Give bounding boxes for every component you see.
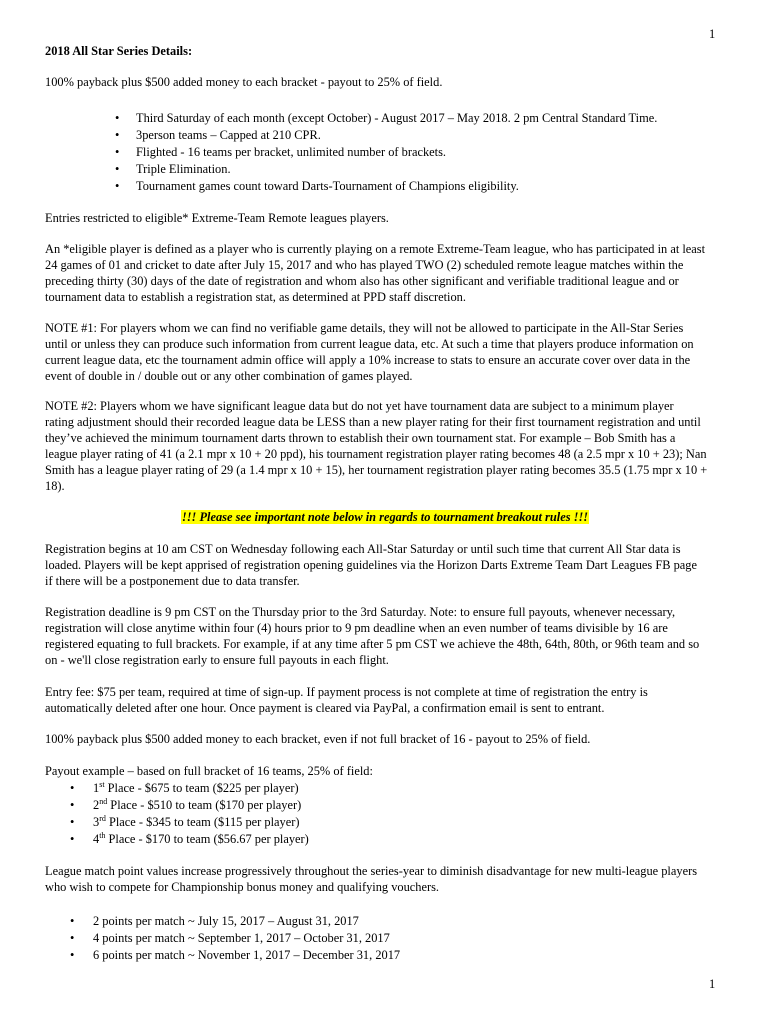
text-line: Registration deadline is 9 pm CST on the Thursday prior to the 3rd Saturday. Note: to ensure full payouts, whenever necessary, bbox=[45, 605, 676, 619]
text-line: registration will close anytime within four (4) hours prior to 9 pm deadline when an even number of teams divisible by 16 are bbox=[45, 621, 668, 635]
text-line: preceding thirty (30) days of the date of registration and whom also has other significant and verifiable traditional league and or bbox=[45, 274, 679, 288]
text-line: NOTE #1: For players whom we can find no verifiable game details, they will not be allowed to participate in the All-Star Series bbox=[45, 321, 684, 335]
bullet-icon: • bbox=[70, 798, 75, 812]
payout-heading: Payout example – based on full bracket of 16 teams, 25% of field: bbox=[45, 764, 373, 778]
bullet-icon: • bbox=[115, 145, 120, 159]
bullet-icon: • bbox=[70, 815, 75, 829]
text-line: until or unless they can produce such information from current league data, etc. At such a time that players produce information on bbox=[45, 337, 694, 351]
text-line: 18). bbox=[45, 479, 65, 493]
bullet-icon: • bbox=[70, 931, 75, 945]
bullet-icon: • bbox=[115, 179, 120, 193]
text-line: rating adjustment should their recorded league data be LESS than a new player rating for their first tournament registration and until bbox=[45, 415, 701, 429]
bullet-icon: • bbox=[70, 948, 75, 962]
bullet-icon: • bbox=[70, 832, 75, 846]
bullet-icon: • bbox=[115, 128, 120, 142]
payback-paragraph: 100% payback plus $500 added money to each bracket, even if not full bracket of 16 - payout to 25% of field. bbox=[45, 732, 591, 746]
text-line: event of double in / double out or any other combination of games played. bbox=[45, 369, 413, 383]
document-page: 1 2018 All Star Series Details: 100% payback plus $500 added money to each bracket - payout to 25% of field. • Third Saturday of each month (except October) - August 2017 – May 2018. 2 pm Central Standard Time. • 3person teams – Capped at 210 CPR. • Flighted - 16 teams per bracket, unlimited number of brackets. • Triple Elimination. • Tournament games count toward Darts-Tournament of Champions eligibility. Entries restricted to eligible* Extreme-Team Remote leagues players. An *eligible player is defined as a player who is currently playing on a remote Extreme-Team league, who has participated in at least 24 games of 01 and cricket to date after July 15, 2017 and who has played TWO (2) scheduled remote league matches within the preceding thirty (30) days of the date of registration and whom also has other significant and verifiable traditional league and or tournament data to establish a registration stat, as determined at PPD staff discretion. NOTE #1: For players whom we can find no verifiable game details, they will not be allowed to participate in the All-Star Series until or unless they can produce such information from current league data, etc. At such a time that players produce information on current league data, etc the tournament admin office will apply a 10% increase to stats to ensure an accurate cover over data in the event of double in / double out or any other combination of games played. NOTE #2: Players whom we have significant league data but do not yet have tournament data are subject to a minimum player rating adjustment should their recorded league data be LESS than a new player rating for their first tournament registration and until they’ve achieved the minimum tournament darts thrown to establish their own tournament stat. For example – Bob Smith has a league player rating of 41 (a 2.1 mpr x 10 + 20 ppd), his tournament registration player rating becomes 48 (a 2.5 mpr x 10 + 23); Nan Smith has a league player rating of 29 (a 1.4 mpr x 10 + 15), her tournament registration player rating becomes 35.5 (1.75 mpr x 10 + 18). !!! Please see important note below in regards to tournament breakout rules !!! Registration begins at 10 am CST on Wednesday following each All-Star Saturday or until such time that current All Star data is loaded. Players will be kept apprised of registration opening guidelines via the Horizon Darts Extreme Team Dart Leagues FB page if there will be a postponement due to data transfer. Registration deadline is 9 pm CST on the Thursday prior to the 3rd Saturday. Note: to ensure full payouts, whenever necessary, registration will close anytime within four (4) hours prior to 9 pm deadline when an even number of teams divisible by 16 are registered equating to full brackets. For example, if at any time after 5 pm CST we achieve the 48th, 64th, 80th, or 96th team and so on - we'll close registration early to ensure full payouts in each flight. Entry fee: $75 per team, required at time of sign-up. If payment process is not complete at time of registration the entry is automatically deleted after one hour. Once payment is cleared via PayPal, a confirmation email is sent to entrant. 100% payback plus $500 added money to each bracket, even if not full bracket of 16 - payout to 25% of field. Payout example – based on full bracket of 16 teams, 25% of field: • 1st Place - $675 to team ($225 per player) • 2nd Place - $510 to team ($170 per player) • 3rd Place - $345 to team ($115 per player) • 4th Place - $170 to team ($56.67 per player) League match point values increase progressively throughout the series-year to diminish disadvantage for new multi-league players who wish to compete for Championship bonus money and qualifying vouchers. • 2 points per match ~ July 15, 2017 – August 31, 2017 • 4 points per match ~ September 1, 2017 – October 31, 2017 • 6 points per match ~ November 1, 2017 – December 31, 2017 1 bbox=[0, 0, 770, 1024]
text-line: registered equating to full brackets. For example, if at any time after 5 pm CST we achieve the 48th, 64th, 80th, or 96th team and so bbox=[45, 637, 700, 651]
text-line: they’ve achieved the minimum tournament darts thrown to establish their own tournament stat. For example – Bob Smith has a bbox=[45, 431, 676, 445]
text-line: 24 games of 01 and cricket to date after July 15, 2017 and who has played TWO (2) scheduled remote league matches within the bbox=[45, 258, 684, 272]
document-title: 2018 All Star Series Details: bbox=[45, 44, 193, 58]
text-line: current league data, etc the tournament admin office will apply a 10% increase to stats to ensure an accurate cover over data in the bbox=[45, 353, 691, 367]
text-line: Registration begins at 10 am CST on Wednesday following each All-Star Saturday or until such time that current All Star data is bbox=[45, 542, 681, 556]
text-line: An *eligible player is defined as a player who is currently playing on a remote Extreme-Team league, who has participated in at least bbox=[45, 242, 706, 256]
text-line: loaded. Players will be kept apprised of registration opening guidelines via the Horizon Darts Extreme Team Dart Leagues FB page bbox=[45, 558, 697, 572]
intro-paragraph: 100% payback plus $500 added money to each bracket - payout to 25% of field. bbox=[45, 75, 443, 89]
page-number-top: 1 bbox=[709, 27, 716, 41]
bullet-icon: • bbox=[70, 781, 75, 795]
bullet-icon: • bbox=[70, 914, 75, 928]
text-line: automatically deleted after one hour. Once payment is cleared via PayPal, a confirmation email is sent to entrant. bbox=[45, 701, 605, 715]
text-line: NOTE #2: Players whom we have significant league data but do not yet have tournament data are subject to a minimum player bbox=[45, 399, 674, 413]
text-line: tournament data to establish a registration stat, as determined at PPD staff discretion. bbox=[45, 290, 466, 304]
text-line: League match point values increase progressively throughout the series-year to diminish disadvantage for new multi-league players bbox=[45, 864, 698, 878]
page-number-bottom: 1 bbox=[709, 977, 716, 991]
important-note-row bbox=[0, 509, 770, 525]
text-line: who wish to compete for Championship bonus money and qualifying vouchers. bbox=[45, 880, 440, 894]
important-note: !!! Please see important note below in regards to tournament breakout rules !!! bbox=[181, 510, 589, 524]
text-line: on - we'll close registration early to ensure full payouts in each flight. bbox=[45, 653, 389, 667]
bullet-icon: • bbox=[115, 162, 120, 176]
bullet-icon: • bbox=[115, 111, 120, 125]
text-line: if there will be a postponement due to data transfer. bbox=[45, 574, 300, 588]
entries-paragraph: Entries restricted to eligible* Extreme-Team Remote leagues players. bbox=[45, 211, 389, 225]
text-line: Smith has a league player rating of 29 (a 1.4 mpr x 10 + 15), her tournament registration player rating becomes 35.5 (1.75 mpr x 10 + bbox=[45, 463, 708, 477]
text-line: Entry fee: $75 per team, required at time of sign-up. If payment process is not complete at time of registration the entry is bbox=[45, 685, 648, 699]
text-line: league player rating of 41 (a 2.1 mpr x 10 + 20 ppd), his tournament registration player rating becomes 48 (a 2.5 mpr x 10 + 23); Nan bbox=[45, 447, 707, 461]
